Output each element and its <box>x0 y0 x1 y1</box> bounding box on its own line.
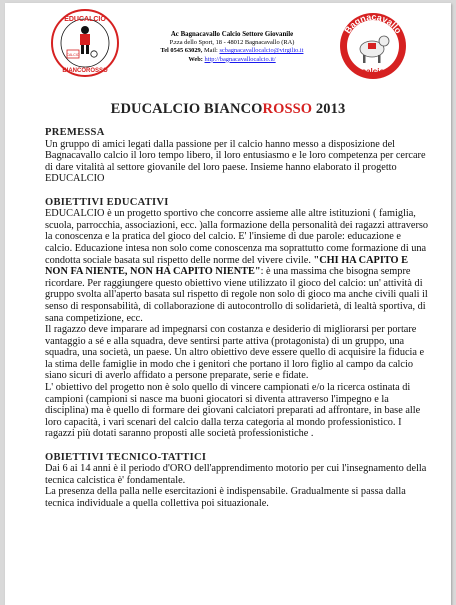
document-title <box>5 101 451 118</box>
educalcio-logo <box>45 8 125 78</box>
paragraph-educativi-1: EDUCALCIO è un progetto sportivo che concorre assieme alle altre istituzioni ( famiglia, scuola, parrocchia, associazioni, ecc. )alla formazione della personalità dei ragazzi attraverso la conoscenza e la pratica del gioco del calcio. E' l'insieme di due parole: educazione e calcio. Educazione intesa non solo come conoscenza ma soprattutto come formazione di una condotta sociale basata sul rispetto delle norme del vivere civile. "CHI HA CAPITO E NON FA NIENTE, NON HA CAPITO NIENTE": è una massima che bisogna sempre ricordare. Per raggiungere questo obiettivo viene utilizzato il gioco del calcio: un' attività di gruppo svolta all'aperto basata sul rispetto di regole non solo di gioco ma anche civili quali il senso di responsabilità, di collaborazione di autocontrollo di solidarietà, di lealtà sportiva, di sana competizione, ecc. <box>45 208 429 324</box>
bagnacavallo-calcio-logo <box>332 11 414 81</box>
logo-right-top-text: Bagnacavallo <box>342 11 404 36</box>
logo-left-top-text: EDUCALCIO <box>64 16 106 23</box>
organization-name: Ac Bagnacavallo Calcio Settore Giovanile <box>170 31 294 38</box>
document-page <box>5 3 451 605</box>
contact-line <box>127 47 337 55</box>
letterhead <box>127 31 337 64</box>
email-link[interactable]: scbagnacavallocalcio@virgilio.it <box>219 47 304 55</box>
paragraph-tecnico-2: La presenza della palla nelle esercitazioni è indispensabile. Gradualmente si passa dalla tecnica individuale a quella collettiva poi situazionale. <box>45 486 406 509</box>
paragraph-educativi-3: L' obiettivo del progetto non è solo quello di vincere campionati e/o la ricerca ostinata di campioni (campioni si nasce ma buoni giocatori si diventa attraverso l'impegno e la disciplina) ma è quello di formare dei giovani calciatori preparati ad affrontare, in base alle loro capacità, i vari scenari del calcio dalla terza categoria al mondo professionistico. I ragazzi più dotati saranno proposti alle società professionistiche . <box>45 382 421 440</box>
title-year: 2013 <box>312 101 346 117</box>
web-line <box>127 56 337 64</box>
heading-premessa: PREMESSA <box>45 127 105 138</box>
title-part-red: ROSSO <box>262 101 313 117</box>
paragraph-tecnico-1: Dai 6 ai 14 anni è il periodo d'ORO dell'apprendimento motorio per cui l'insegnamento della tecnica calcistica è' fondamentale. <box>45 463 427 486</box>
paragraph-educativi-2: Il ragazzo deve imparare ad impegnarsi con costanza e desiderio di migliorarsi per portare vantaggio a sé e alla squadra, deve sentirsi parte attiva (protagonista) di un gruppo, una squadra, una società, un paese. Un altro obiettivo deve essere quello di acquisire la fiducia e la stima delle famiglie in modo che i genitori che portano il loro figlio al campo da calcio siano sicuri di averlo affidato a persone preparate, serie e fidate. <box>45 324 425 382</box>
document-body <box>45 127 430 510</box>
address: P.zza dello Sport, 18 - 48012 Bagnacavallo (RA) <box>169 39 295 47</box>
logo-left-tag: CALCIO <box>66 53 80 57</box>
mail-label: Mail: <box>203 47 218 55</box>
heading-obiettivi-tecnico: OBIETTIVI TECNICO-TATTICI <box>45 451 207 463</box>
website-link[interactable]: http://bagnacavallocalcio.it/ <box>204 55 276 63</box>
title-part-black: EDUCALCIO BIANCO <box>110 101 263 117</box>
paragraph-premessa: Un gruppo di amici legati dalla passione per il calcio hanno messo a disposizione del Bagnacavallo calcio il loro tempo libero, il loro entusiasmo e le loro competenza per cercare di dare vitalità al settore giovanile del loro paese. Insieme hanno elaborato il progetto EDUCALCIO <box>45 138 426 185</box>
logo-left-bottom-text: BIANCOROSSO <box>62 68 108 74</box>
web-label: Web: <box>188 55 203 63</box>
logo-right-bottom-text: calcio <box>361 67 385 76</box>
heading-obiettivi-educativi: OBIETTIVI EDUCATIVI <box>45 196 169 208</box>
motto-quote: "CHI HA CAPITO E NON FA NIENTE, NON HA CAPITO NIENTE" <box>45 254 408 278</box>
tel-label: Tel 0545 63029, <box>160 47 203 55</box>
